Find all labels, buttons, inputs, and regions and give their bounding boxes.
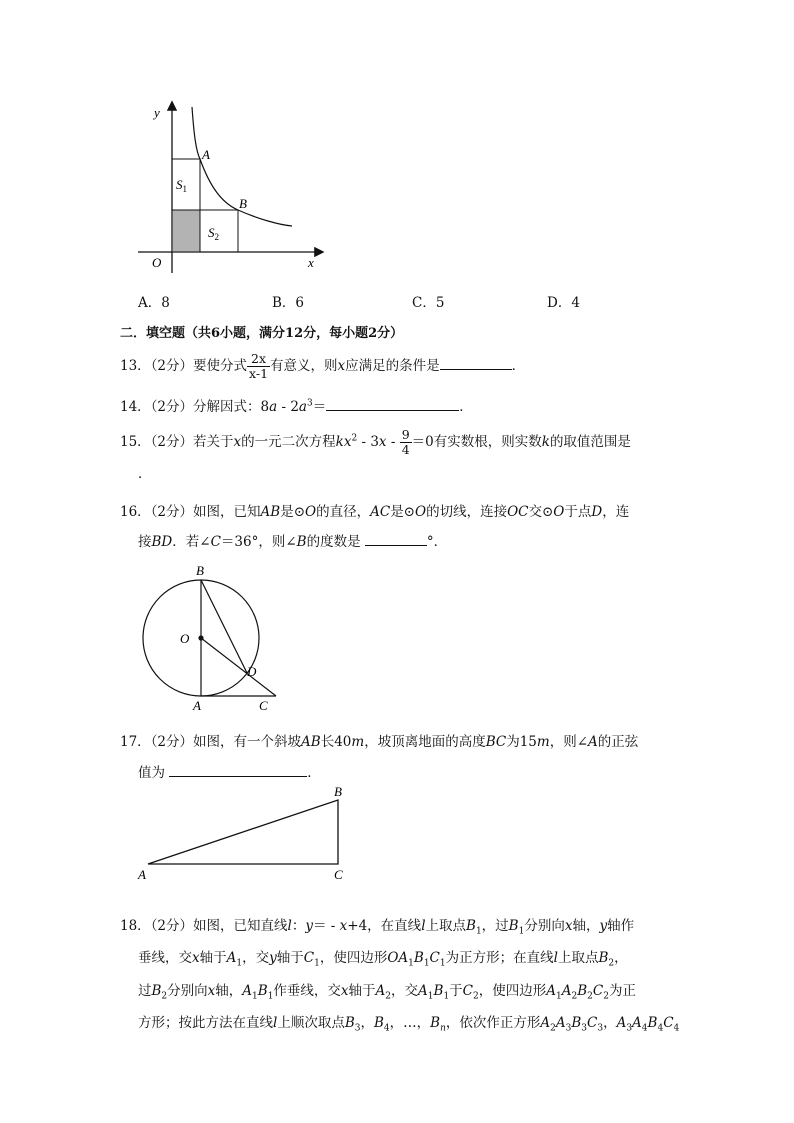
question-17-line-2	[138, 761, 321, 781]
q14-text: - 2	[277, 399, 299, 415]
triangle-abc	[148, 800, 338, 864]
label-c: C	[334, 867, 343, 882]
center-dot	[198, 635, 203, 640]
q18-text: ，	[360, 1015, 374, 1031]
q15-end: ．	[138, 466, 152, 482]
q18-var: OA	[387, 950, 409, 966]
q18-var: C	[663, 1015, 674, 1031]
label-o: O	[180, 631, 190, 646]
label-d: D	[247, 664, 257, 679]
option-a: A．8	[138, 295, 170, 311]
q18-sub: 4	[641, 1023, 648, 1034]
q18-var: B	[257, 983, 268, 999]
question-18-line-3	[138, 979, 636, 1002]
q18-var: A	[242, 983, 253, 999]
q14-variable: a	[269, 399, 278, 415]
q16-points: （2分）	[150, 504, 194, 520]
q14-points: （2分）	[150, 399, 194, 415]
q18-sub: 1	[475, 926, 482, 937]
q18-var: x	[207, 983, 216, 999]
q16-text: ．若∠	[172, 534, 211, 550]
label-b: B	[334, 784, 342, 799]
q18-var: B	[598, 950, 609, 966]
q15-variable: x	[378, 434, 387, 450]
q18-text: 如图，已知直线	[193, 918, 288, 934]
q18-sub: 1	[252, 991, 258, 1002]
s2-label: $S_2$	[208, 225, 219, 242]
q15-points: （2分）	[150, 434, 194, 450]
q18-sub: 1	[518, 926, 525, 937]
q18-text: 为正	[608, 983, 636, 999]
q13-answer-blank[interactable]	[440, 356, 512, 370]
q18-sub: 2	[608, 958, 615, 969]
q15-text: - 3	[357, 434, 379, 450]
figure-q17-slope	[130, 782, 360, 882]
q18-var: y	[269, 950, 277, 966]
point-b-label: B	[239, 196, 247, 211]
q18-sub: 3	[354, 1023, 361, 1034]
q18-sub: 1	[439, 958, 446, 969]
q18-text: 轴于	[276, 950, 304, 966]
q18-var: l	[421, 918, 426, 934]
q15-text: 若关于	[193, 434, 234, 450]
q18-var: A	[555, 1015, 566, 1031]
q16-text: ＝36°，则∠	[220, 534, 297, 550]
q18-var: B	[373, 1015, 384, 1031]
q18-var: B	[151, 983, 162, 999]
q18-number: 18．	[120, 918, 151, 934]
question-17-line-1	[120, 730, 638, 750]
q18-var: x	[339, 918, 348, 934]
q14-text: 分解因式：8	[193, 399, 270, 415]
q17-text: 值为	[138, 765, 165, 781]
q18-sub: 3	[565, 1023, 572, 1034]
q18-var: B	[647, 1015, 658, 1031]
q13-fraction-denominator: x-1	[249, 366, 269, 381]
question-16-line-1	[120, 500, 629, 520]
q17-points: （2分）	[150, 734, 194, 750]
q18-text: 轴，	[572, 918, 600, 934]
q17-end: ．	[307, 765, 321, 781]
q18-text: ，交	[242, 950, 270, 966]
q18-sub: 2	[473, 991, 479, 1002]
q18-var: x	[564, 918, 573, 934]
q18-text: 过	[138, 983, 152, 999]
q15-variable: kx	[335, 434, 352, 450]
question-18-line-2	[138, 946, 628, 969]
q14-answer-blank[interactable]	[326, 397, 459, 411]
q17-var: A	[588, 734, 598, 750]
q17-var: m	[351, 734, 365, 750]
q18-text: ，交	[391, 983, 419, 999]
question-14	[120, 395, 473, 415]
q16-text: 是⊙	[280, 504, 306, 520]
q18-text: 上取点	[425, 918, 467, 934]
q17-text: 为15	[506, 734, 537, 750]
q13-variable: x	[337, 358, 346, 374]
q16-text: 的度数是	[306, 534, 361, 550]
q18-var: B	[430, 1015, 441, 1031]
q16-text: 的切线，连接	[426, 504, 508, 520]
origin-label: O	[152, 255, 162, 270]
q18-var: B	[344, 1015, 355, 1031]
figure-q16-circle	[130, 562, 290, 712]
q14-text: ＝	[312, 399, 327, 415]
q15-number: 15．	[120, 434, 151, 450]
q17-answer-blank[interactable]	[169, 763, 307, 777]
q18-text: ：	[291, 918, 306, 934]
q18-text: 轴于	[348, 983, 376, 999]
q17-text: 如图，有一个斜坡	[193, 734, 302, 750]
q16-var: O	[415, 504, 427, 520]
q18-var: x	[340, 983, 349, 999]
q17-var: AB	[301, 734, 321, 750]
q13-points: （2分）	[150, 358, 194, 374]
q18-var: B	[466, 918, 476, 934]
q16-answer-blank[interactable]	[365, 532, 427, 546]
q16-var: B	[296, 534, 307, 550]
q18-sub: 1	[408, 958, 414, 969]
q16-text: °．	[426, 534, 448, 550]
q18-var: C	[586, 1015, 598, 1031]
question-18-line-1	[120, 914, 634, 937]
question-13	[120, 352, 525, 381]
q18-var: B	[577, 983, 588, 999]
q16-var: AC	[370, 504, 391, 520]
q18-var: A	[418, 983, 428, 999]
q16-var: AB	[260, 504, 281, 520]
q16-var: O	[553, 504, 565, 520]
q18-var: l	[553, 950, 558, 966]
q18-text: 为正方形；在直线	[445, 950, 554, 966]
s1-label: $S_1$	[176, 177, 187, 194]
figure-q12-graph	[130, 95, 340, 275]
q15-text: 的一元二次方程	[241, 434, 336, 450]
q15-text: -	[386, 434, 400, 450]
q15-text: ＝0有实数根，则实数	[411, 434, 542, 450]
q18-sub: 2	[571, 991, 578, 1002]
q18-sub: 1	[314, 958, 320, 969]
q16-text: 于点	[564, 504, 592, 520]
q16-text: 交⊙	[528, 504, 554, 520]
y-axis-label: y	[154, 105, 160, 120]
q15-exponent: 2	[351, 433, 358, 444]
q16-text: ，连	[602, 504, 630, 520]
q18-var: A	[546, 983, 556, 999]
q16-var: OC	[507, 504, 529, 520]
q17-var: m	[536, 734, 550, 750]
label-c: C	[259, 698, 268, 712]
segment-oc	[201, 638, 276, 696]
q18-text: 轴，	[215, 983, 243, 999]
q18-sub: 1	[427, 991, 434, 1002]
q18-text: ＝ -	[313, 918, 340, 934]
q18-sub: 3	[626, 1023, 633, 1034]
q18-text: ，…，	[389, 1015, 431, 1031]
q18-sub: 2	[385, 991, 392, 1002]
q16-text: 如图，已知	[193, 504, 261, 520]
q18-var: A	[226, 950, 237, 966]
q18-var: y	[599, 918, 608, 934]
q18-text: 轴作	[607, 918, 635, 934]
q18-text: 上顺次取点	[277, 1015, 345, 1031]
q14-number: 14．	[120, 399, 151, 415]
q18-sub: 4	[383, 1023, 390, 1034]
q18-sub: 4	[657, 1023, 664, 1034]
q16-var: C	[210, 534, 221, 550]
q18-text: 轴于	[199, 950, 227, 966]
q13-text: 有意义，则	[270, 358, 338, 374]
q18-var: B	[571, 1015, 582, 1031]
q14-variable: a	[298, 399, 307, 415]
q18-text: 分别向	[167, 983, 208, 999]
q13-text: 要使分式	[193, 358, 248, 374]
q14-end: ．	[459, 399, 473, 415]
q15-variable: k	[541, 434, 550, 450]
q18-var: l	[287, 918, 292, 934]
q18-text: ，使四边形	[478, 983, 547, 999]
section-title: 二．填空题（共6小题，满分12分，每小题2分）	[120, 326, 404, 341]
q18-sub: 2	[603, 991, 609, 1002]
q18-var: A	[616, 1015, 627, 1031]
q15-text: 的取值范围是	[549, 434, 631, 450]
q18-text: ，过	[481, 918, 509, 934]
q18-text: ，使四边形	[319, 950, 388, 966]
q15-fraction-numerator: 9	[401, 427, 410, 442]
q17-text: ，坡顶离地面的高度	[364, 734, 486, 750]
q18-var: l	[273, 1015, 278, 1031]
q18-sub: 1	[423, 958, 430, 969]
q18-var: B	[413, 950, 424, 966]
q14-exponent: 3	[306, 398, 313, 409]
q13-fraction-numerator: 2x	[247, 352, 270, 367]
segment-bd	[201, 580, 247, 673]
q18-text: ，依次作正方形	[445, 1015, 541, 1031]
q17-text: ，则∠	[549, 734, 589, 750]
q18-var: A	[561, 983, 572, 999]
q18-sub: 1	[443, 991, 450, 1002]
q16-text: 接	[138, 534, 152, 550]
q18-var: B	[433, 983, 444, 999]
label-b: B	[196, 563, 204, 578]
q18-sub: 1	[556, 991, 562, 1002]
q16-text: 是⊙	[390, 504, 415, 520]
q16-var: O	[305, 504, 317, 520]
question-15	[120, 428, 631, 457]
q16-var: D	[591, 504, 603, 520]
shaded-rectangle	[172, 210, 200, 252]
q18-points: （2分）	[150, 918, 194, 934]
q18-var: y	[305, 918, 313, 934]
q18-text: 分别向	[524, 918, 565, 934]
q18-var: C	[462, 983, 474, 999]
q15-fraction	[400, 428, 412, 457]
q18-var: A	[540, 1015, 551, 1031]
q16-var: BD	[151, 534, 173, 550]
q16-text: 的直径，	[316, 504, 371, 520]
question-18-line-4	[138, 1011, 679, 1034]
q18-text: ，	[603, 1015, 617, 1031]
q17-var: BC	[485, 734, 507, 750]
label-a: A	[193, 698, 201, 712]
q17-number: 17．	[120, 734, 151, 750]
label-a: A	[138, 867, 146, 882]
q18-sub: 3	[597, 1023, 604, 1034]
q13-text: 应满足的条件是	[345, 358, 440, 374]
q13-end: ．	[511, 358, 526, 374]
q18-text: ，	[614, 950, 628, 966]
q18-sub: 2	[161, 991, 168, 1002]
option-d: D．4	[547, 295, 580, 311]
q13-fraction	[247, 352, 270, 381]
question-16-line-2	[138, 530, 447, 550]
q18-text: 方形；按此方法在直线	[138, 1015, 273, 1031]
q18-sub: 2	[550, 1023, 556, 1034]
q18-sub: 2	[587, 991, 593, 1002]
q17-text: 长40	[320, 734, 352, 750]
q18-var: A	[632, 1015, 642, 1031]
q18-text: 于	[449, 983, 463, 999]
q18-sub: n	[440, 1023, 446, 1034]
q18-sub: 4	[673, 1023, 680, 1034]
q15-variable: x	[233, 434, 242, 450]
point-a-label: A	[202, 147, 210, 162]
rectangle-s2	[200, 210, 238, 252]
q18-sub: 1	[236, 958, 243, 969]
option-c: C．5	[412, 295, 445, 311]
q18-var: C	[303, 950, 315, 966]
q18-var: A	[375, 983, 386, 999]
q17-text: 的正弦	[597, 734, 639, 750]
q18-var: B	[508, 918, 519, 934]
x-axis-label: x	[308, 255, 314, 270]
q18-var: C	[429, 950, 440, 966]
q18-text: 上取点	[557, 950, 599, 966]
q18-sub: 1	[267, 991, 274, 1002]
q15-fraction-denominator: 4	[401, 442, 410, 457]
q18-sub: 3	[581, 1023, 587, 1034]
q16-number: 16．	[120, 504, 151, 520]
q13-number: 13．	[120, 358, 151, 374]
q18-text: 作垂线，交	[273, 983, 341, 999]
q18-text: 垂线，交	[138, 950, 192, 966]
q18-var: x	[192, 950, 200, 966]
q18-var: C	[592, 983, 604, 999]
q18-text: +4，在直线	[347, 918, 422, 934]
option-b: B．6	[272, 295, 305, 311]
